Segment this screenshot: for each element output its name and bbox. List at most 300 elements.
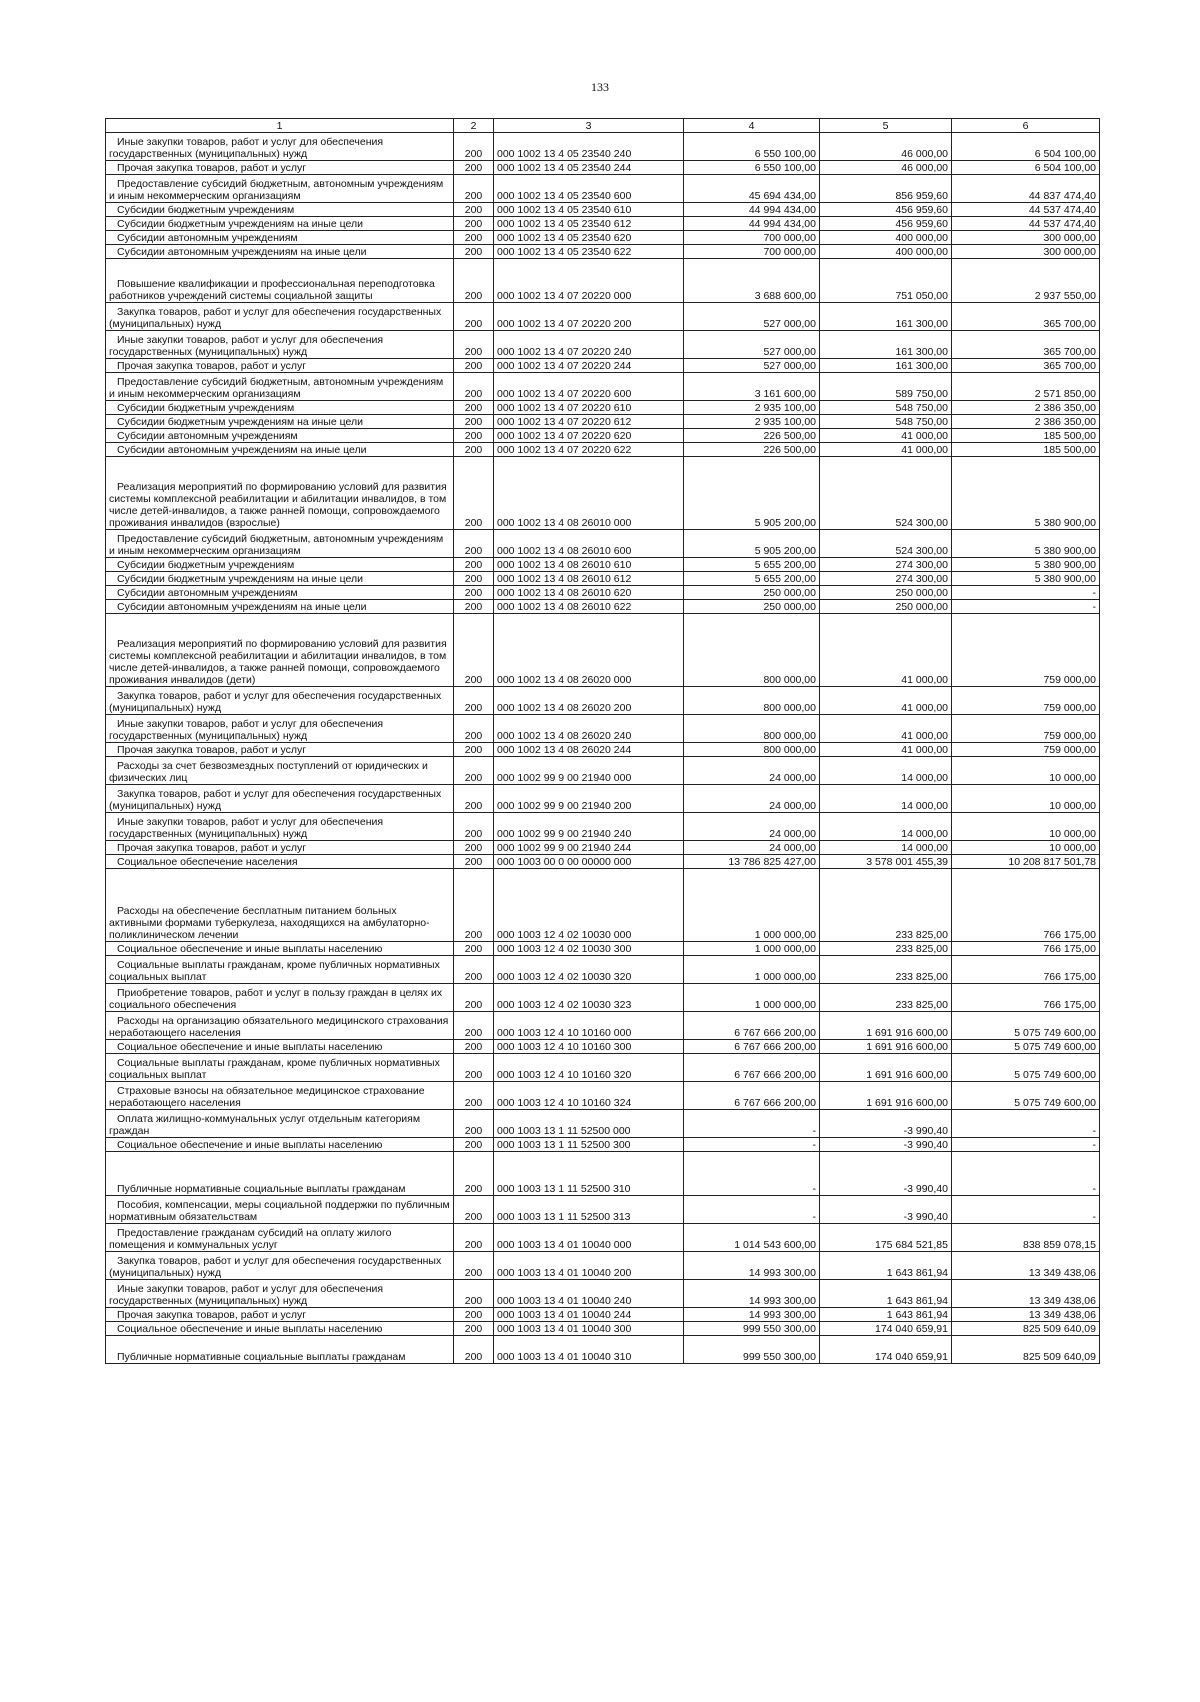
table-row <box>106 1280 1100 1308</box>
expense-name-cell <box>106 785 454 813</box>
executed-amount-cell: 233 825,00 <box>820 869 952 942</box>
remaining-amount-cell: 759 000,00 <box>952 614 1100 687</box>
expense-name-cell <box>106 1138 454 1152</box>
remaining-amount-cell: - <box>952 1138 1100 1152</box>
expense-name-cell <box>106 1012 454 1040</box>
remaining-amount-cell: 5 075 749 600,00 <box>952 1040 1100 1054</box>
remaining-amount-cell: 5 380 900,00 <box>952 572 1100 586</box>
expense-name-cell <box>106 757 454 785</box>
remaining-amount-cell: 300 000,00 <box>952 245 1100 259</box>
budget-code-cell: 000 1003 13 4 01 10040 244 <box>494 1308 684 1322</box>
remaining-amount-cell: 13 349 438,06 <box>952 1280 1100 1308</box>
remaining-amount-cell: 10 208 817 501,78 <box>952 855 1100 869</box>
column-number: 4 <box>684 119 820 133</box>
table-row <box>106 133 1100 161</box>
approved-amount-cell: 700 000,00 <box>684 231 820 245</box>
approved-amount-cell: 250 000,00 <box>684 586 820 600</box>
table-row <box>106 245 1100 259</box>
budget-code-cell: 000 1003 13 4 01 10040 310 <box>494 1336 684 1364</box>
approved-amount-cell: 24 000,00 <box>684 757 820 785</box>
table-row <box>106 1336 1100 1364</box>
approved-amount-cell: 226 500,00 <box>684 429 820 443</box>
admin-code-cell: 200 <box>454 1322 494 1336</box>
executed-amount-cell: 400 000,00 <box>820 231 952 245</box>
admin-code-cell: 200 <box>454 715 494 743</box>
admin-code-cell: 200 <box>454 429 494 443</box>
expense-name-cell <box>106 1252 454 1280</box>
admin-code-cell: 200 <box>454 1252 494 1280</box>
approved-amount-cell: 999 550 300,00 <box>684 1322 820 1336</box>
table-row <box>106 586 1100 600</box>
budget-code-cell: 000 1003 12 4 02 10030 300 <box>494 942 684 956</box>
approved-amount-cell: 250 000,00 <box>684 600 820 614</box>
executed-amount-cell: 456 959,60 <box>820 203 952 217</box>
executed-amount-cell: 161 300,00 <box>820 331 952 359</box>
executed-amount-cell: 14 000,00 <box>820 841 952 855</box>
executed-amount-cell: 41 000,00 <box>820 687 952 715</box>
budget-code-cell: 000 1003 13 4 01 10040 200 <box>494 1252 684 1280</box>
table-row <box>106 558 1100 572</box>
executed-amount-cell: 41 000,00 <box>820 715 952 743</box>
expense-name-cell <box>106 175 454 203</box>
table-row <box>106 715 1100 743</box>
budget-code-cell: 000 1002 13 4 08 26020 244 <box>494 743 684 757</box>
admin-code-cell: 200 <box>454 175 494 203</box>
executed-amount-cell: 14 000,00 <box>820 757 952 785</box>
admin-code-cell: 200 <box>454 869 494 942</box>
table-row <box>106 785 1100 813</box>
approved-amount-cell: 24 000,00 <box>684 841 820 855</box>
remaining-amount-cell: 10 000,00 <box>952 785 1100 813</box>
admin-code-cell: 200 <box>454 245 494 259</box>
admin-code-cell: 200 <box>454 415 494 429</box>
expense-name-cell <box>106 1054 454 1082</box>
executed-amount-cell: 548 750,00 <box>820 401 952 415</box>
table-row <box>106 1152 1100 1196</box>
admin-code-cell: 200 <box>454 1138 494 1152</box>
budget-code-cell: 000 1003 13 1 11 52500 000 <box>494 1110 684 1138</box>
remaining-amount-cell: 2 386 350,00 <box>952 401 1100 415</box>
approved-amount-cell: 527 000,00 <box>684 303 820 331</box>
executed-amount-cell: 161 300,00 <box>820 303 952 331</box>
table-row <box>106 600 1100 614</box>
expense-name-text: Реализация мероприятий по формированию условий для развития системы комплексной реабилитации и абилитации инвалидов, в том числе детей-инвалидов, а также ранней помощи, сопровождаемого проживания инвалидов (дети) <box>109 638 447 686</box>
table-row <box>106 415 1100 429</box>
expense-name-cell <box>106 841 454 855</box>
admin-code-cell: 200 <box>454 259 494 303</box>
budget-code-cell: 000 1002 13 4 05 23540 600 <box>494 175 684 203</box>
admin-code-cell: 200 <box>454 687 494 715</box>
approved-amount-cell: 226 500,00 <box>684 443 820 457</box>
approved-amount-cell: 14 993 300,00 <box>684 1280 820 1308</box>
approved-amount-cell: 13 786 825 427,00 <box>684 855 820 869</box>
admin-code-cell: 200 <box>454 586 494 600</box>
expense-name-text: Расходы на организацию обязательного медицинского страхования неработающего населения <box>109 1015 449 1039</box>
budget-code-cell: 000 1003 13 4 01 10040 300 <box>494 1322 684 1336</box>
expense-name-text: Предоставление гражданам субсидий на оплату жилого помещения и коммунальных услуг <box>109 1227 392 1251</box>
admin-code-cell: 200 <box>454 956 494 984</box>
admin-code-cell: 200 <box>454 359 494 373</box>
approved-amount-cell: 2 935 100,00 <box>684 401 820 415</box>
expense-name-text: Субсидии бюджетным учреждениям <box>117 559 295 571</box>
expense-name-cell <box>106 331 454 359</box>
table-row <box>106 1322 1100 1336</box>
expense-name-cell <box>106 457 454 530</box>
executed-amount-cell: 1 691 916 600,00 <box>820 1040 952 1054</box>
admin-code-cell: 200 <box>454 572 494 586</box>
table-row <box>106 359 1100 373</box>
budget-code-cell: 000 1002 13 4 08 26010 610 <box>494 558 684 572</box>
expense-name-cell <box>106 161 454 175</box>
approved-amount-cell: 5 655 200,00 <box>684 572 820 586</box>
expense-name-text: Субсидии автономным учреждениям на иные цели <box>117 601 367 613</box>
approved-amount-cell: - <box>684 1196 820 1224</box>
expense-name-text: Предоставление субсидий бюджетным, автономным учреждениям и иным некоммерческим организациям <box>109 533 444 557</box>
budget-code-cell: 000 1003 12 4 02 10030 000 <box>494 869 684 942</box>
remaining-amount-cell: 825 509 640,09 <box>952 1336 1100 1364</box>
executed-amount-cell: 41 000,00 <box>820 429 952 443</box>
budget-code-cell: 000 1002 13 4 07 20220 000 <box>494 259 684 303</box>
budget-code-cell: 000 1003 13 1 11 52500 310 <box>494 1152 684 1196</box>
expense-name-cell <box>106 743 454 757</box>
expense-name-text: Субсидии бюджетным учреждениям на иные цели <box>117 218 363 230</box>
expense-name-text: Субсидии автономным учреждениям <box>117 430 298 442</box>
budget-code-cell: 000 1002 13 4 05 23540 620 <box>494 231 684 245</box>
expense-name-text: Закупка товаров, работ и услуг для обеспечения государственных (муниципальных) нужд <box>109 1255 442 1279</box>
remaining-amount-cell: - <box>952 1110 1100 1138</box>
approved-amount-cell: 3 161 600,00 <box>684 373 820 401</box>
expense-name-text: Прочая закупка товаров, работ и услуг <box>117 842 307 854</box>
admin-code-cell: 200 <box>454 1110 494 1138</box>
expense-name-text: Прочая закупка товаров, работ и услуг <box>117 360 307 372</box>
admin-code-cell: 200 <box>454 785 494 813</box>
expense-name-text: Иные закупки товаров, работ и услуг для обеспечения государственных (муниципальных) нужд <box>109 136 384 160</box>
expense-name-text: Закупка товаров, работ и услуг для обеспечения государственных (муниципальных) нужд <box>109 788 442 812</box>
expense-name-text: Социальные выплаты гражданам, кроме публичных нормативных социальных выплат <box>109 959 440 983</box>
admin-code-cell: 200 <box>454 743 494 757</box>
executed-amount-cell: 1 643 861,94 <box>820 1280 952 1308</box>
approved-amount-cell: 14 993 300,00 <box>684 1252 820 1280</box>
budget-code-cell: 000 1002 13 4 08 26010 620 <box>494 586 684 600</box>
approved-amount-cell: 800 000,00 <box>684 614 820 687</box>
expense-name-cell <box>106 1196 454 1224</box>
remaining-amount-cell: - <box>952 600 1100 614</box>
remaining-amount-cell: 5 075 749 600,00 <box>952 1054 1100 1082</box>
budget-code-cell: 000 1002 99 9 00 21940 240 <box>494 813 684 841</box>
table-row <box>106 231 1100 245</box>
approved-amount-cell: 6 767 666 200,00 <box>684 1012 820 1040</box>
budget-code-cell: 000 1002 13 4 05 23540 612 <box>494 217 684 231</box>
budget-code-cell: 000 1002 99 9 00 21940 244 <box>494 841 684 855</box>
admin-code-cell: 200 <box>454 373 494 401</box>
table-row <box>106 956 1100 984</box>
remaining-amount-cell: 13 349 438,06 <box>952 1308 1100 1322</box>
expense-name-cell <box>106 203 454 217</box>
admin-code-cell: 200 <box>454 614 494 687</box>
remaining-amount-cell: 759 000,00 <box>952 687 1100 715</box>
expense-name-text: Закупка товаров, работ и услуг для обеспечения государственных (муниципальных) нужд <box>109 690 442 714</box>
expense-name-cell <box>106 687 454 715</box>
budget-code-cell: 000 1002 13 4 07 20220 620 <box>494 429 684 443</box>
remaining-amount-cell: 766 175,00 <box>952 942 1100 956</box>
remaining-amount-cell: 185 500,00 <box>952 443 1100 457</box>
table-body <box>106 133 1100 1364</box>
admin-code-cell: 200 <box>454 841 494 855</box>
remaining-amount-cell: 5 380 900,00 <box>952 530 1100 558</box>
remaining-amount-cell: 44 537 474,40 <box>952 203 1100 217</box>
budget-code-cell: 000 1002 13 4 05 23540 622 <box>494 245 684 259</box>
executed-amount-cell: 274 300,00 <box>820 558 952 572</box>
expense-name-cell <box>106 1308 454 1322</box>
budget-code-cell: 000 1002 13 4 08 26020 240 <box>494 715 684 743</box>
expense-name-text: Публичные нормативные социальные выплаты гражданам <box>117 1351 406 1363</box>
executed-amount-cell: 400 000,00 <box>820 245 952 259</box>
expense-name-text: Субсидии автономным учреждениям на иные цели <box>117 444 367 456</box>
admin-code-cell: 200 <box>454 558 494 572</box>
executed-amount-cell: 174 040 659,91 <box>820 1322 952 1336</box>
budget-code-cell: 000 1002 13 4 07 20220 610 <box>494 401 684 415</box>
table-row <box>106 1110 1100 1138</box>
expense-name-text: Страховые взносы на обязательное медицинское страхование неработающего населения <box>109 1085 425 1109</box>
expense-name-text: Иные закупки товаров, работ и услуг для обеспечения государственных (муниципальных) нужд <box>109 1283 384 1307</box>
table-row <box>106 161 1100 175</box>
approved-amount-cell: 800 000,00 <box>684 743 820 757</box>
approved-amount-cell: - <box>684 1110 820 1138</box>
expense-name-text: Иные закупки товаров, работ и услуг для обеспечения государственных (муниципальных) нужд <box>109 816 384 840</box>
executed-amount-cell: 1 691 916 600,00 <box>820 1012 952 1040</box>
executed-amount-cell: 46 000,00 <box>820 161 952 175</box>
expense-name-cell <box>106 1322 454 1336</box>
remaining-amount-cell: - <box>952 1196 1100 1224</box>
budget-code-cell: 000 1002 13 4 07 20220 240 <box>494 331 684 359</box>
expense-name-cell <box>106 443 454 457</box>
executed-amount-cell: -3 990,40 <box>820 1110 952 1138</box>
table-row <box>106 942 1100 956</box>
remaining-amount-cell: 2 386 350,00 <box>952 415 1100 429</box>
expense-name-cell <box>106 259 454 303</box>
budget-code-cell: 000 1002 13 4 08 26020 000 <box>494 614 684 687</box>
table-row <box>106 614 1100 687</box>
table-row <box>106 687 1100 715</box>
approved-amount-cell: - <box>684 1152 820 1196</box>
expense-name-text: Субсидии бюджетным учреждениям на иные цели <box>117 416 363 428</box>
approved-amount-cell: 1 014 543 600,00 <box>684 1224 820 1252</box>
admin-code-cell: 200 <box>454 1336 494 1364</box>
executed-amount-cell: -3 990,40 <box>820 1138 952 1152</box>
admin-code-cell: 200 <box>454 1040 494 1054</box>
expense-name-text: Пособия, компенсации, меры социальной поддержки по публичным нормативным обязательствам <box>109 1199 450 1223</box>
table-row <box>106 1252 1100 1280</box>
remaining-amount-cell: 365 700,00 <box>952 303 1100 331</box>
remaining-amount-cell: 365 700,00 <box>952 331 1100 359</box>
approved-amount-cell: 800 000,00 <box>684 715 820 743</box>
approved-amount-cell: 6 767 666 200,00 <box>684 1082 820 1110</box>
admin-code-cell: 200 <box>454 231 494 245</box>
budget-code-cell: 000 1003 13 4 01 10040 240 <box>494 1280 684 1308</box>
admin-code-cell: 200 <box>454 984 494 1012</box>
expense-name-cell <box>106 303 454 331</box>
approved-amount-cell: 1 000 000,00 <box>684 984 820 1012</box>
table-row <box>106 743 1100 757</box>
admin-code-cell: 200 <box>454 331 494 359</box>
expense-name-text: Прочая закупка товаров, работ и услуг <box>117 162 307 174</box>
table-row <box>106 259 1100 303</box>
table-row <box>106 1040 1100 1054</box>
expense-name-cell <box>106 1280 454 1308</box>
budget-code-cell: 000 1002 13 4 08 26020 200 <box>494 687 684 715</box>
expense-name-cell <box>106 231 454 245</box>
admin-code-cell: 200 <box>454 1308 494 1322</box>
executed-amount-cell: 751 050,00 <box>820 259 952 303</box>
expense-name-text: Расходы за счет безвозмездных поступлений от юридических и физических лиц <box>109 760 428 784</box>
table-row <box>106 530 1100 558</box>
admin-code-cell: 200 <box>454 1012 494 1040</box>
table-row <box>106 1308 1100 1322</box>
executed-amount-cell: 161 300,00 <box>820 359 952 373</box>
executed-amount-cell: 14 000,00 <box>820 813 952 841</box>
expense-name-text: Социальное обеспечение и иные выплаты населению <box>117 1041 383 1053</box>
expense-name-cell <box>106 1224 454 1252</box>
expense-name-cell <box>106 530 454 558</box>
approved-amount-cell: 45 694 434,00 <box>684 175 820 203</box>
table-row <box>106 1138 1100 1152</box>
column-number: 5 <box>820 119 952 133</box>
expense-name-cell <box>106 586 454 600</box>
budget-code-cell: 000 1003 13 1 11 52500 313 <box>494 1196 684 1224</box>
approved-amount-cell: 24 000,00 <box>684 813 820 841</box>
approved-amount-cell: 1 000 000,00 <box>684 942 820 956</box>
expense-name-cell <box>106 359 454 373</box>
approved-amount-cell: 6 767 666 200,00 <box>684 1040 820 1054</box>
expense-name-text: Предоставление субсидий бюджетным, автономным учреждениям и иным некоммерческим организациям <box>109 178 444 202</box>
admin-code-cell: 200 <box>454 855 494 869</box>
expense-name-text: Субсидии бюджетным учреждениям <box>117 402 295 414</box>
table-row <box>106 457 1100 530</box>
executed-amount-cell: 46 000,00 <box>820 133 952 161</box>
budget-code-cell: 000 1003 12 4 02 10030 320 <box>494 956 684 984</box>
budget-code-cell: 000 1002 13 4 08 26010 600 <box>494 530 684 558</box>
remaining-amount-cell: 365 700,00 <box>952 359 1100 373</box>
remaining-amount-cell: 6 504 100,00 <box>952 161 1100 175</box>
approved-amount-cell: 527 000,00 <box>684 331 820 359</box>
expense-name-text: Социальное обеспечение и иные выплаты населению <box>117 943 383 955</box>
budget-code-cell: 000 1002 13 4 07 20220 200 <box>494 303 684 331</box>
column-number: 2 <box>454 119 494 133</box>
approved-amount-cell: 6 767 666 200,00 <box>684 1054 820 1082</box>
column-number-row <box>106 119 1100 133</box>
remaining-amount-cell: 759 000,00 <box>952 715 1100 743</box>
remaining-amount-cell: 825 509 640,09 <box>952 1322 1100 1336</box>
admin-code-cell: 200 <box>454 133 494 161</box>
executed-amount-cell: 14 000,00 <box>820 785 952 813</box>
budget-code-cell: 000 1002 13 4 08 26010 612 <box>494 572 684 586</box>
budget-code-cell: 000 1002 99 9 00 21940 000 <box>494 757 684 785</box>
approved-amount-cell: 5 655 200,00 <box>684 558 820 572</box>
expense-name-text: Социальное обеспечение населения <box>117 856 298 868</box>
executed-amount-cell: 233 825,00 <box>820 942 952 956</box>
admin-code-cell: 200 <box>454 161 494 175</box>
expense-name-cell <box>106 855 454 869</box>
executed-amount-cell: 856 959,60 <box>820 175 952 203</box>
approved-amount-cell: 44 994 434,00 <box>684 203 820 217</box>
remaining-amount-cell: 5 075 749 600,00 <box>952 1012 1100 1040</box>
remaining-amount-cell: 766 175,00 <box>952 984 1100 1012</box>
expense-name-text: Приобретение товаров, работ и услуг в пользу граждан в целях их социального обеспечения <box>109 987 443 1011</box>
admin-code-cell: 200 <box>454 443 494 457</box>
executed-amount-cell: -3 990,40 <box>820 1152 952 1196</box>
table-row <box>106 203 1100 217</box>
expense-name-cell <box>106 869 454 942</box>
budget-code-cell: 000 1003 00 0 00 00000 000 <box>494 855 684 869</box>
approved-amount-cell: 1 000 000,00 <box>684 956 820 984</box>
budget-code-cell: 000 1002 13 4 07 20220 612 <box>494 415 684 429</box>
budget-code-cell: 000 1002 13 4 05 23540 244 <box>494 161 684 175</box>
executed-amount-cell: 1 691 916 600,00 <box>820 1082 952 1110</box>
executed-amount-cell: -3 990,40 <box>820 1196 952 1224</box>
approved-amount-cell: 24 000,00 <box>684 785 820 813</box>
admin-code-cell: 200 <box>454 600 494 614</box>
approved-amount-cell: 6 550 100,00 <box>684 161 820 175</box>
admin-code-cell: 200 <box>454 203 494 217</box>
expense-name-cell <box>106 1082 454 1110</box>
admin-code-cell: 200 <box>454 457 494 530</box>
admin-code-cell: 200 <box>454 757 494 785</box>
remaining-amount-cell: 6 504 100,00 <box>952 133 1100 161</box>
admin-code-cell: 200 <box>454 1082 494 1110</box>
remaining-amount-cell: 44 537 474,40 <box>952 217 1100 231</box>
expense-name-cell <box>106 813 454 841</box>
expense-name-cell <box>106 373 454 401</box>
column-number: 6 <box>952 119 1100 133</box>
expense-name-cell <box>106 715 454 743</box>
expense-name-cell <box>106 217 454 231</box>
remaining-amount-cell: 5 380 900,00 <box>952 558 1100 572</box>
admin-code-cell: 200 <box>454 303 494 331</box>
expense-name-text: Социальное обеспечение и иные выплаты населению <box>117 1139 383 1151</box>
admin-code-cell: 200 <box>454 1152 494 1196</box>
admin-code-cell: 200 <box>454 813 494 841</box>
executed-amount-cell: 3 578 001 455,39 <box>820 855 952 869</box>
expense-name-cell <box>106 572 454 586</box>
table-row <box>106 429 1100 443</box>
budget-code-cell: 000 1003 13 4 01 10040 000 <box>494 1224 684 1252</box>
remaining-amount-cell: 10 000,00 <box>952 813 1100 841</box>
table-row <box>106 757 1100 785</box>
executed-amount-cell: 456 959,60 <box>820 217 952 231</box>
expense-name-text: Прочая закупка товаров, работ и услуг <box>117 1309 307 1321</box>
expense-name-text: Иные закупки товаров, работ и услуг для обеспечения государственных (муниципальных) нужд <box>109 334 384 358</box>
table-row <box>106 813 1100 841</box>
executed-amount-cell: 174 040 659,91 <box>820 1336 952 1364</box>
remaining-amount-cell: 5 380 900,00 <box>952 457 1100 530</box>
expense-name-cell <box>106 1336 454 1364</box>
table-row <box>106 373 1100 401</box>
executed-amount-cell: 250 000,00 <box>820 600 952 614</box>
budget-code-cell: 000 1003 12 4 10 10160 300 <box>494 1040 684 1054</box>
executed-amount-cell: 175 684 521,85 <box>820 1224 952 1252</box>
table-row <box>106 1012 1100 1040</box>
approved-amount-cell: 14 993 300,00 <box>684 1308 820 1322</box>
approved-amount-cell: 800 000,00 <box>684 687 820 715</box>
approved-amount-cell: 6 550 100,00 <box>684 133 820 161</box>
executed-amount-cell: 274 300,00 <box>820 572 952 586</box>
table-row <box>106 855 1100 869</box>
expense-name-text: Расходы на обеспечение бесплатным питанием больных активными формами туберкулеза, находящихся на амбулаторно-поликлиническом лечении <box>109 905 430 941</box>
approved-amount-cell: 999 550 300,00 <box>684 1336 820 1364</box>
remaining-amount-cell: 838 859 078,15 <box>952 1224 1100 1252</box>
executed-amount-cell: 41 000,00 <box>820 743 952 757</box>
approved-amount-cell: 5 905 200,00 <box>684 530 820 558</box>
